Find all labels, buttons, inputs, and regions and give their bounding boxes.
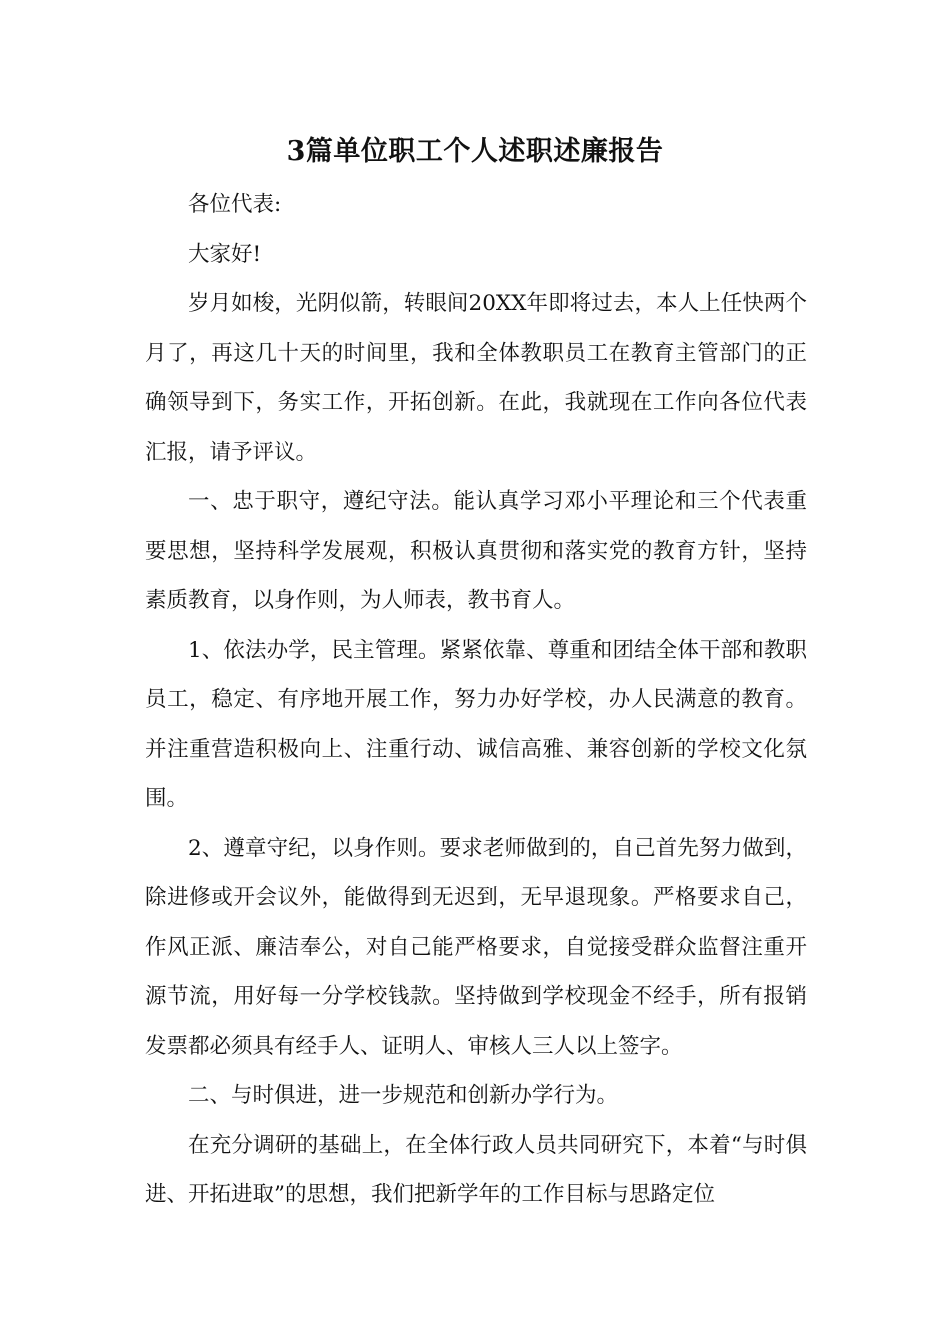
paragraph-section-2: 二、与时俱进，进一步规范和创新办学行为。 [188,1083,619,1108]
greeting: 大家好! [188,241,262,267]
salutation: 各位代表: [188,192,282,217]
document-title: 3篇单位职工个人述职述廉报告 [286,136,664,167]
paragraph-intro: 岁月如梭，光阴似箭，转眼间20XX年即将过去，本人上任快两个月了，再这几十天的时间里，我和全体教职员工在教育主管部门的正确领导到下，务实工作，开拓创新。在此，我就现在工作向各位代表汇报，请予评议。 [145,291,807,465]
paragraph-section-1: 一、忠于职守，遵纪守法。能认真学习邓小平理论和三个代表重要思想，坚持科学发展观，积极认真贯彻和落实党的教育方针，坚持素质教育，以身作则，为人师表，教书育人。 [145,489,807,613]
paragraph-item-2: 2、遵章守纪，以身作则。要求老师做到的，自己首先努力做到，除进修或开会议外，能做得到无迟到，无早退现象。严格要求自己，作风正派、廉洁奉公，对自己能严格要求，自觉接受群众监督注重开源节流，用好每一分学校钱款。坚持做到学校现金不经手，所有报销发票都必须具有经手人、证明人、审核人三人以上签字。 [145,835,807,1059]
paragraph-item-1: 1、依法办学，民主管理。紧紧依靠、尊重和团结全体干部和教职员工，稳定、有序地开展工作，努力办好学校，办人民满意的教育。并注重营造积极向上、注重行动、诚信高雅、兼容创新的学校文化氛围。 [145,637,807,811]
document-body [145,180,807,1220]
paragraph-research: 在充分调研的基础上，在全体行政人员共同研究下，本着“与时俱进、开拓进取”的思想，我们把新学年的工作目标与思路定位 [145,1132,807,1207]
